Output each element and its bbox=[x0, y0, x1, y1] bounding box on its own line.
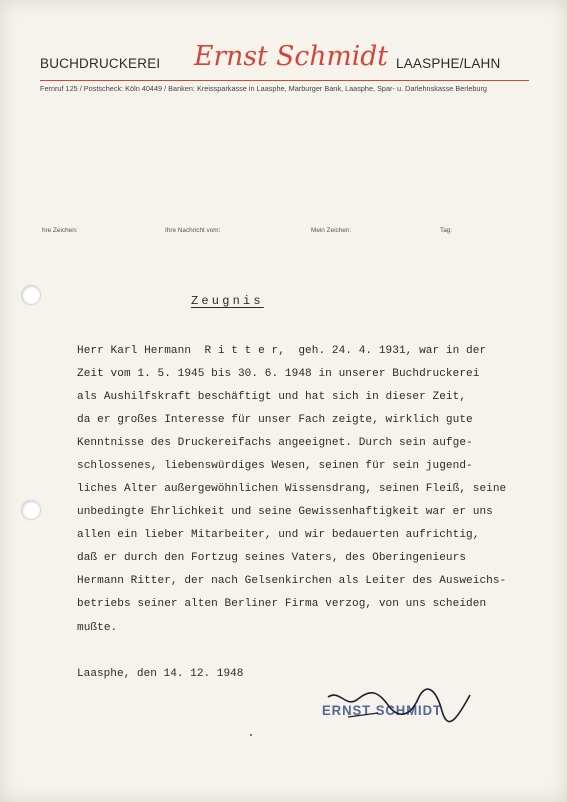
body-line: betriebs seiner alten Berliner Firma verzog, von uns scheiden bbox=[77, 598, 487, 610]
ref-your-reference: hre Zeichen: bbox=[42, 227, 78, 234]
paper-mark bbox=[250, 734, 252, 736]
stamp-signature bbox=[318, 687, 478, 727]
body-line: allen ein lieber Mitarbeiter, und wir bedauerten aufrichtig, bbox=[77, 529, 480, 541]
ref-date: Tag: bbox=[440, 227, 453, 234]
body-line: liches Alter außergewöhnlichen Wissensdrang, seinen Fleiß, seine bbox=[77, 483, 507, 495]
body-line: unbedingte Ehrlichkeit und seine Gewissenhaftigkeit war er uns bbox=[77, 506, 493, 518]
stamp-text: ERNST SCHMIDT bbox=[322, 702, 442, 718]
body-line: da er großes Interesse für unser Fach zeigte, wirklich gute bbox=[77, 414, 473, 426]
brand-logo bbox=[192, 34, 392, 80]
letterhead-rule bbox=[40, 80, 529, 81]
body-line: daß er durch den Fortzug seines Vaters, des Oberingenieurs bbox=[77, 552, 467, 564]
body-line: Kenntnisse des Druckereifachs angeeignet. Durch sein aufge- bbox=[77, 437, 473, 449]
document-title: Zeugnis bbox=[191, 294, 264, 308]
letterhead-contact-line: Fernruf 125 / Postscheck: Köln 40449 / Banken: Kreissparkasse in Laasphe, Marburger Bank, Laasphe, Spar- u. Darlehnskasse Berleburg bbox=[40, 84, 487, 93]
body-line: Zeit vom 1. 5. 1945 bis 30. 6. 1948 in unserer Buchdruckerei bbox=[77, 368, 480, 380]
brand-logo-text: Ernst Schmidt bbox=[193, 41, 389, 72]
body-line: schlossenes, liebenswürdiges Wesen, seinen für sein jugend- bbox=[77, 460, 473, 472]
letterhead-left-text: BUCHDRUCKEREI bbox=[40, 56, 161, 71]
punch-hole bbox=[22, 501, 40, 519]
place-date-line: Laasphe, den 14. 12. 1948 bbox=[77, 668, 244, 680]
body-line: mußte. bbox=[77, 622, 118, 634]
body-line: als Aushilfskraft beschäftigt und hat sich in dieser Zeit, bbox=[77, 391, 467, 403]
body-line: Herr Karl Hermann R i t t e r, geh. 24. 4. 1931, war in der bbox=[77, 345, 487, 357]
letterhead-right-text: LAASPHE/LAHN bbox=[396, 56, 501, 71]
punch-hole bbox=[22, 286, 40, 304]
body-line: Hermann Ritter, der nach Gelsenkirchen als Leiter des Ausweichs- bbox=[77, 575, 507, 587]
ref-your-message: Ihre Nachricht vom: bbox=[165, 227, 221, 234]
ref-our-reference: Mein Zeichen: bbox=[311, 227, 352, 234]
